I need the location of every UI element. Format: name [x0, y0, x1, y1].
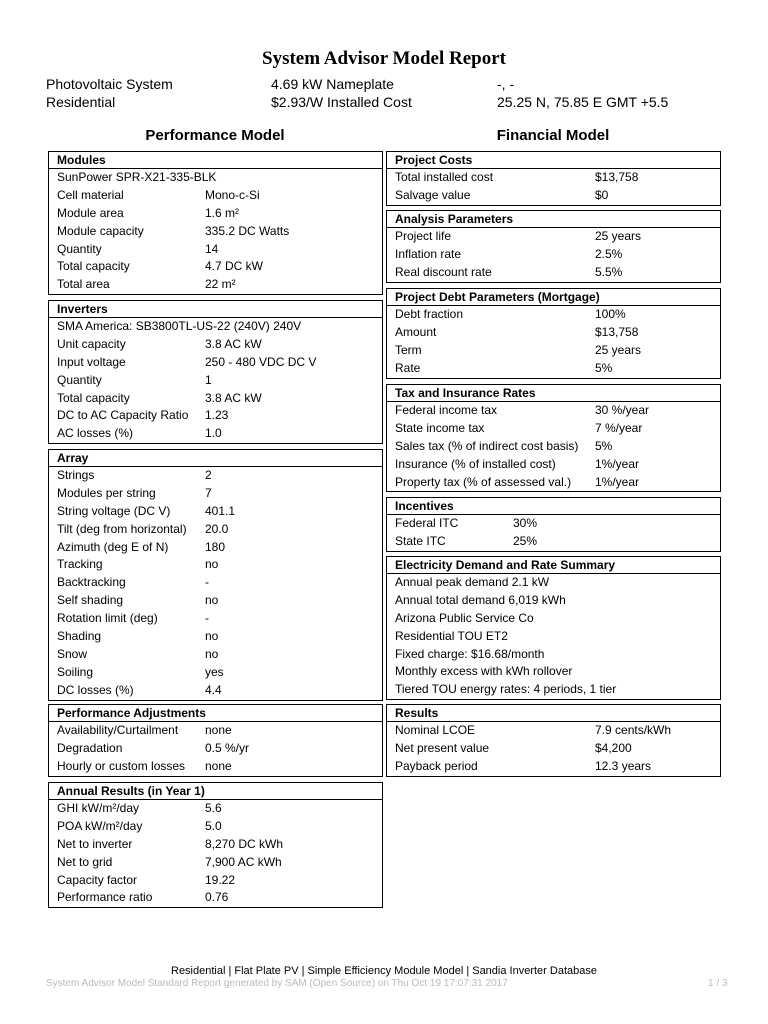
results-title: Results — [387, 705, 720, 722]
row-value: $4,200 — [595, 740, 632, 755]
row-value: 4.4 — [205, 682, 222, 697]
row-value: 5.5% — [595, 264, 623, 279]
table-row — [387, 169, 720, 187]
row-label: Soiling — [57, 664, 94, 679]
project-costs-rows — [387, 169, 720, 205]
list-item — [387, 592, 720, 610]
row-label: Hourly or custom losses — [57, 758, 186, 773]
row-value: 1.6 m² — [205, 205, 240, 220]
modules-rows — [49, 187, 382, 294]
row-label: DC to AC Capacity Ratio — [57, 408, 189, 423]
row-value: 401.1 — [205, 503, 236, 518]
row-value: $13,758 — [595, 324, 639, 339]
footer-summary: Residential | Flat Plate PV | Simple Efficiency Module Model | Sandia Inverter Database — [171, 965, 597, 977]
results-section — [386, 704, 721, 777]
system-type: Photovoltaic System — [46, 76, 173, 92]
analysis-rows — [387, 228, 720, 282]
modules-section — [48, 151, 383, 295]
array-rows — [49, 467, 382, 700]
table-row — [49, 276, 382, 294]
row-label: Debt fraction — [395, 307, 464, 321]
row-label: String voltage (DC V) — [57, 503, 171, 518]
row-label: Total installed cost — [395, 170, 494, 184]
incentives-title: Incentives — [387, 498, 720, 515]
page-number: 1 / 3 — [708, 978, 728, 989]
row-value: 30% — [513, 516, 538, 530]
row-label: Project life — [395, 229, 452, 243]
electricity-section — [386, 556, 721, 700]
row-value: no — [205, 629, 219, 644]
table-row — [49, 556, 382, 574]
row-value: 0.5 %/yr — [205, 740, 250, 755]
tax-title: Tax and Insurance Rates — [387, 385, 720, 402]
financial-heading: Financial Model — [496, 127, 610, 144]
table-row — [49, 592, 382, 610]
row-value: 180 — [205, 539, 226, 554]
row-label: Self shading — [57, 593, 124, 608]
row-value: none — [205, 758, 232, 773]
row-value: 22 m² — [205, 277, 236, 292]
row-value: Mono-c-Si — [205, 187, 260, 202]
row-value: 3.8 AC kW — [205, 390, 262, 405]
analysis-section — [386, 210, 721, 283]
table-row — [49, 187, 382, 205]
row-label: Net to grid — [57, 854, 113, 869]
row-label: POA kW/m²/day — [57, 818, 143, 833]
sector: Residential — [46, 94, 116, 110]
table-row — [387, 438, 720, 456]
annual-results-section — [48, 782, 383, 908]
table-row — [387, 722, 720, 740]
row-value: yes — [205, 664, 224, 679]
table-row — [49, 467, 382, 485]
row-label: Rotation limit (deg) — [57, 611, 158, 626]
debt-rows — [387, 306, 720, 378]
row-value: 0.76 — [205, 890, 229, 905]
table-row — [49, 407, 382, 425]
perf-adj-rows — [49, 722, 382, 776]
table-row — [387, 740, 720, 758]
table-row — [49, 872, 382, 890]
table-row — [49, 854, 382, 872]
list-item — [387, 646, 720, 664]
row-label: Federal income tax — [395, 403, 498, 417]
debt-title: Project Debt Parameters (Mortgage) — [387, 289, 720, 306]
row-value: 5.6 — [205, 801, 222, 815]
table-row — [49, 539, 382, 557]
annual-rows — [49, 800, 382, 907]
table-row — [387, 246, 720, 264]
row-label: Availability/Curtailment — [57, 723, 179, 737]
row-label: Modules per string — [57, 485, 156, 500]
row-label: Sales tax (% of indirect cost basis) — [395, 438, 579, 453]
row-value: 14 — [205, 241, 219, 256]
table-row — [387, 342, 720, 360]
table-row — [49, 241, 382, 259]
row-label: Insurance (% of installed cost) — [395, 456, 556, 471]
row-label: Total capacity — [57, 390, 130, 405]
row-label: Property tax (% of assessed val.) — [395, 474, 572, 489]
row-value: 1%/year — [595, 474, 640, 489]
table-row — [387, 474, 720, 492]
row-value: 30 %/year — [595, 403, 650, 417]
table-row — [387, 306, 720, 324]
row-label: Unit capacity — [57, 336, 126, 351]
row-label: Payback period — [395, 758, 478, 773]
list-item-text: Monthly excess with kWh rollover — [395, 664, 573, 679]
annual-title: Annual Results (in Year 1) — [49, 783, 382, 800]
performance-heading: Performance Model — [145, 127, 285, 144]
row-label: Federal ITC — [395, 516, 459, 530]
row-value: 1.23 — [205, 408, 229, 423]
tax-section — [386, 384, 721, 492]
generated-by: System Advisor Model Standard Report generated by SAM (Open Source) on Thu Oct 19 17:07:31 2017 — [46, 978, 508, 989]
row-value: no — [205, 646, 219, 661]
row-value: 5% — [595, 360, 613, 375]
table-row — [49, 425, 382, 443]
table-row — [49, 574, 382, 592]
row-label: State income tax — [395, 420, 485, 435]
row-label: Module capacity — [57, 223, 144, 238]
list-item — [387, 628, 720, 646]
row-label: Rate — [395, 360, 421, 375]
table-row — [49, 818, 382, 836]
row-label: Input voltage — [57, 354, 126, 369]
row-value: 5% — [595, 438, 613, 453]
incentives-rows — [387, 515, 720, 551]
row-label: Tilt (deg from horizontal) — [57, 521, 187, 536]
table-row — [387, 324, 720, 342]
row-value: 7 %/year — [595, 420, 643, 435]
row-value: 100% — [595, 307, 626, 321]
modules-title: Modules — [49, 152, 382, 169]
table-row — [49, 628, 382, 646]
table-row — [49, 740, 382, 758]
table-row — [49, 521, 382, 539]
list-item-text: Arizona Public Service Co — [395, 610, 534, 625]
table-row — [387, 402, 720, 420]
row-label: Module area — [57, 205, 124, 220]
row-value: 4.7 DC kW — [205, 259, 264, 274]
table-row — [49, 503, 382, 521]
row-value: $13,758 — [595, 170, 639, 184]
inverters-title: Inverters — [49, 301, 382, 318]
row-label: Net present value — [395, 740, 490, 755]
row-label: DC losses (%) — [57, 682, 134, 697]
tax-rows — [387, 402, 720, 491]
list-item — [387, 663, 720, 681]
row-value: 1 — [205, 372, 212, 387]
electricity-lines — [387, 574, 720, 699]
table-row — [49, 205, 382, 223]
table-row — [49, 758, 382, 776]
row-label: Performance ratio — [57, 890, 153, 905]
row-value: 19.22 — [205, 872, 236, 887]
table-row — [49, 258, 382, 276]
row-value: 250 - 480 VDC DC V — [205, 354, 317, 369]
row-value: 25 years — [595, 229, 642, 243]
inverter-name: SMA America: SB3800TL-US-22 (240V) 240V — [57, 319, 302, 333]
row-label: Real discount rate — [395, 264, 492, 279]
row-label: Nominal LCOE — [395, 723, 476, 737]
row-label: Degradation — [57, 740, 123, 755]
row-label: Capacity factor — [57, 872, 138, 887]
table-row — [49, 722, 382, 740]
row-label: AC losses (%) — [57, 426, 134, 441]
row-label: Quantity — [57, 372, 102, 387]
table-row — [49, 682, 382, 700]
row-label: Total capacity — [57, 259, 130, 274]
incentives-section — [386, 497, 721, 552]
project-costs-title: Project Costs — [387, 152, 720, 169]
row-label: Cell material — [57, 187, 124, 202]
row-value: $0 — [595, 187, 609, 202]
inverters-section — [48, 300, 383, 444]
table-row — [387, 228, 720, 246]
row-label: Strings — [57, 468, 95, 482]
table-row — [49, 664, 382, 682]
table-row — [49, 610, 382, 628]
table-row — [387, 515, 720, 533]
row-value: 2 — [205, 468, 212, 482]
row-label: Net to inverter — [57, 836, 133, 851]
table-row — [49, 390, 382, 408]
row-label: Azimuth (deg E of N) — [57, 539, 169, 554]
debt-section — [386, 288, 721, 379]
perf-adj-title: Performance Adjustments — [49, 705, 382, 722]
row-label: GHI kW/m²/day — [57, 801, 140, 815]
table-row — [49, 354, 382, 372]
table-row — [49, 336, 382, 354]
row-value: 25% — [513, 533, 538, 548]
row-label: Salvage value — [395, 187, 471, 202]
installed-cost: $2.93/W Installed Cost — [271, 94, 412, 110]
row-value: 1.0 — [205, 426, 222, 441]
project-costs-section — [386, 151, 721, 206]
row-label: Snow — [57, 646, 88, 661]
coordinates: 25.25 N, 75.85 E GMT +5.5 — [497, 94, 669, 110]
location-name: -, - — [497, 76, 515, 92]
table-row — [387, 758, 720, 776]
module-name: SunPower SPR-X21-335-BLK — [57, 170, 217, 184]
row-value: 2.5% — [595, 246, 623, 261]
list-item-text: Tiered TOU energy rates: 4 periods, 1 tier — [395, 682, 617, 697]
electricity-title: Electricity Demand and Rate Summary — [387, 557, 720, 574]
row-label: Backtracking — [57, 575, 126, 590]
list-item — [387, 681, 720, 699]
row-value: - — [205, 611, 209, 626]
table-row — [49, 836, 382, 854]
row-value: 12.3 years — [595, 758, 652, 773]
row-value: 8,270 DC kWh — [205, 836, 284, 851]
analysis-title: Analysis Parameters — [387, 211, 720, 228]
table-row — [387, 420, 720, 438]
row-label: Inflation rate — [395, 246, 462, 261]
array-section — [48, 449, 383, 701]
row-value: no — [205, 557, 219, 572]
row-label: Tracking — [57, 557, 103, 572]
table-row — [49, 646, 382, 664]
row-value: 5.0 — [205, 818, 222, 833]
table-row — [387, 187, 720, 205]
performance-adjustments-section — [48, 704, 383, 777]
list-item-text: Annual peak demand 2.1 kW — [395, 575, 550, 589]
array-title: Array — [49, 450, 382, 467]
list-item — [387, 610, 720, 628]
row-value: 1%/year — [595, 456, 640, 471]
row-value: - — [205, 575, 209, 590]
row-label: Total area — [57, 277, 110, 292]
row-value: 20.0 — [205, 521, 229, 536]
table-row — [49, 485, 382, 503]
list-item-text: Residential TOU ET2 — [395, 628, 508, 643]
row-value: 7.9 cents/kWh — [595, 723, 672, 737]
row-value: 3.8 AC kW — [205, 336, 262, 351]
list-item-text: Fixed charge: $16.68/month — [395, 646, 545, 661]
inverters-rows — [49, 336, 382, 443]
row-value: 7,900 AC kWh — [205, 854, 282, 869]
table-row — [49, 223, 382, 241]
table-row — [387, 360, 720, 378]
row-value: none — [205, 723, 232, 737]
row-label: Quantity — [57, 241, 102, 256]
nameplate: 4.69 kW Nameplate — [271, 76, 394, 92]
row-value: 335.2 DC Watts — [205, 223, 290, 238]
row-value: 25 years — [595, 342, 642, 357]
table-row — [49, 800, 382, 818]
row-label: Amount — [395, 324, 437, 339]
table-row — [387, 533, 720, 551]
row-value: 7 — [205, 485, 212, 500]
list-item — [387, 574, 720, 592]
row-value: no — [205, 593, 219, 608]
report-title: System Advisor Model Report — [262, 48, 506, 69]
row-label: Term — [395, 342, 422, 357]
results-rows — [387, 722, 720, 776]
row-label: State ITC — [395, 533, 446, 548]
row-label: Shading — [57, 629, 102, 644]
list-item-text: Annual total demand 6,019 kWh — [395, 592, 566, 607]
table-row — [387, 456, 720, 474]
table-row — [49, 372, 382, 390]
table-row — [49, 889, 382, 907]
table-row — [387, 264, 720, 282]
